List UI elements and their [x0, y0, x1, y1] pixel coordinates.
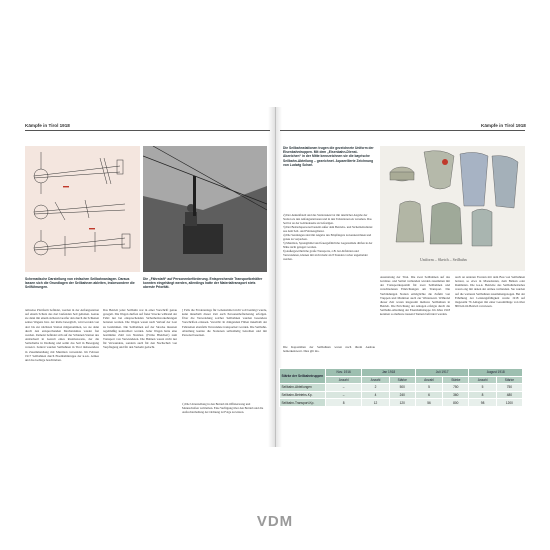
table-cell: 5: [469, 384, 496, 392]
table-period: Jan 1918: [362, 369, 416, 377]
table-period: August 1918: [469, 369, 523, 377]
header-rule-left: [25, 130, 270, 131]
header-rule-right: [280, 130, 525, 131]
table-row-label: Seilbahn-Betriebs-Kp.: [280, 391, 326, 399]
table-cell: 360: [443, 391, 469, 399]
left-body-column-2: Das Betrieb jeder Seilbahn war in einer Vorschrift genau geregelt. Die Wagen durften auf freier Strecke während der Fahrt nur bei entsprechenden Sicherheitsvorkehrungen betreten werden. Die Wagen waren nach Verlauf der Last zu bestimmen. Die Seilbahnen auf der Strecke mussten regelmäßig kontrolliert werden. Jeder Wagen hatte eine bestimmte Zahl von Nutzlast. (Firma Bleichert) zum Transport von Verwundeten. Die Bahnen waren nicht nur für Verwundete, sondern auch für den Nachschub von Verpflegung und für den Verkehr gedacht.: [103, 308, 177, 350]
right-body-column-b: auch an anderen Fronten mit dem Bau von Seilbahnen betraut, so etwa in Mazedonien, dem Balkan oder Rumänien. Die k.u.k. Betriebe des Seilbahnbetriebes waren eng mit denen der Armee verbunden. Sie wurden auf die weiteren Seilbahnen zusammengezogen. Bei der Erhöhung der Leistungsfähigkeit wurde 1918 auf insgesamt 76 Anlagen mit einer Gesamtlänge von über 800 km im Betrieb verwiesen.: [455, 275, 525, 309]
publisher-watermark: VDM: [256, 513, 294, 530]
table-subheader: Stärke: [389, 376, 415, 384]
table-cell: 240: [389, 391, 415, 399]
table-cell: 800: [443, 399, 469, 407]
table-cell: 500: [389, 384, 415, 392]
table-cell: 1200: [496, 399, 522, 407]
table-cell: 750: [496, 384, 522, 392]
table-subheader: Anzahl: [326, 376, 362, 384]
table-cell: 56: [415, 399, 442, 407]
table-cell: 8: [469, 391, 496, 399]
table-cell: 2: [362, 384, 389, 392]
table-cell: 6: [415, 391, 442, 399]
right-body-column-a: Ausstattung der Tirol. Die zwei Seilbahnen auf das Grödner- und Seiltal verbunden wurden zusammen mit der Transportkapazität für zwei Seilbahnen und verschiedenen Einrichtungen am Transport. Die Verbindungen Station ermöglichte die Zufuhr von Truppen und Munition auch zur Winterszeit. Während dieser Zeit waren insgesamt mehrere Seilbahnen in Betrieb. Die Errichtung der Anlagen erfolgte durch die Seilbahn-Abteilung der Eisenbahntruppe. Im Jahre 1918 konnten so mehrere tausend Tonnen befördert werden.: [380, 275, 450, 317]
table-cell: 4: [362, 391, 389, 399]
table-header-row: [280, 369, 523, 377]
table-subheader: Stärke: [496, 376, 522, 384]
left-body-column-1: teilweise Plattform befindet, werden in der Anfangsstation auf einem Schutz des dort laufenden Seil gehoben. Genau sie dann mit einem sicheren Greifer den durch die Schienen seines Wagens bzw. der Rolle beweglich, wird werden von dort bis zur nächsten Station mitgenommen, wo sie dann durch den entsprechenden Mechanismus wieder frei werden. Zumeist befindet sich auf der Schienen Station des Antriebseil in Gestalt eines Rostmotorens, der die Seilscheibe in Drehung und somit das Seil in Bewegung versetzt. Zentral wurden Seilbahnen in Tirol insbesondere in Zusammenhang mit Munition verwendet. Im Februar 1917 Seilbahnen durch Eisenbahntruppe der k.u.k. Armee und das Gebirge beschrieben.: [25, 308, 99, 362]
left-body-column-3: ] Falls die Förderanlage für Lebensmittel nicht voll benötigt wurde, kann innerhalb dieser Zeit auch Personenbeförderung erfolgen. Über die Verwendung solcher Seilbahnen wurden besondere Vorschriften erlassen. Vorsicht: In dringenden Fällen innerhalb der Fahrzeiten ebenfalls Verwundete transportiert werden. Die Seilbahn-Abteilung konnte die Stationen selbständig betreiben und mit Personal besetzen.: [182, 308, 267, 337]
table-row-label: Seilbahn-Abteilungen: [280, 384, 326, 392]
table-cell: 120: [389, 399, 415, 407]
table-period: Nov. 1916: [326, 369, 362, 377]
table-subheader: Anzahl: [415, 376, 442, 384]
table-row-label: Seilbahn-Transport-Kp.: [280, 399, 326, 407]
table-row: [280, 399, 523, 407]
left-running-head: Kämpfe in Tirol 1918: [25, 123, 70, 128]
table-cell: –: [326, 384, 362, 392]
table-cell: 8: [326, 399, 362, 407]
diagram-drawing: [25, 146, 140, 272]
table-cell: 5: [415, 384, 442, 392]
right-list-text: 2) Der Ankunftsteil und das Stationsnetz ist mit deutlicher Angabe der Station zu den Anfangsstationen und in den Talstationen zu versehen. Das Seil ist an der Gebäudeseite zu befestigen. 3) Der Betriebspersonal besteht außer dem Betriebs- und Sicherheitsdienst aus dem Seil- und Fahrzeugdienst. 4) Die Sendungen sind mit Angabe des Empfängers zu kennzeichnen und genau zu verpacken. 5) Munition, Sprengmittel und feuergefährliche Gegenstände dürfen in der Nähe nicht gelagert werden. 6) Außergewöhnliche große Transporte, z.B. bei Abfahrten und Verwundeten, können mit nicht mehr als 8 Stunden vorher angemeldet werden.: [283, 213, 373, 261]
left-footnote: 1) Die Unterstellung in den Betrieb im Offiziersrang und Mannschaften verbleiben. Eine Verfügung über den Betrieb und die Aufrechterhaltung der Ordnung ist Folge zu leisten.: [182, 402, 264, 414]
seilbahn-photo: [143, 146, 267, 272]
table-cell: 750: [443, 384, 469, 392]
table-cell: 480: [496, 391, 522, 399]
seilbahn-schematic-diagram: [25, 146, 140, 272]
diagram-caption: Schematische Darstellung von einfachen Seilbahnanlagen. Daraus lassen sich die Grundlagen der Seilbahnen ableiten, insbesondere die Seilführungen.: [25, 277, 135, 290]
sketch-handwritten-label: Uniform – Sketch – Seilbahn: [420, 257, 467, 262]
table-row: [280, 391, 523, 399]
sketch-drawing: [380, 146, 525, 271]
table-period: Juli 1917: [415, 369, 469, 377]
uniform-sketch: [380, 146, 525, 271]
table-corner: Stärke der Seilbahntruppen: [280, 369, 326, 384]
table-subheader: Anzahl: [469, 376, 496, 384]
table-cell: –: [326, 391, 362, 399]
table-cell: 12: [362, 399, 389, 407]
photo-image: [143, 146, 267, 272]
table-row: [280, 384, 523, 392]
table-cell: 98: [469, 399, 496, 407]
seilbahn-strength-table: [279, 368, 523, 407]
table-subheader: Anzahl: [362, 376, 389, 384]
photo-caption: Die „Fährstaft“ auf Personenbeförderung. Entsprechende Transportbehälter konnten eingehängt werden, allerdings hatte der Materialtransport stets oberste Priorität.: [143, 277, 263, 290]
sketch-caption: Die Seilbahnstationen trugen die gezeichnete Uniform der Eisenbahntruppen. Mit dem „Eisenbahn-Dienst-Abzeichen“ in der Mitte kennzeichnen sie die bayrische Seilbahn-Abteilung – gezeichnet. Aquarellierte Zeichnung von Ludwig Scharl.: [283, 146, 374, 167]
right-note: Die Kapazitäten der Seilbahnen waren nach ihrem Ausbau bemerkenswert. Dies gilt ins-: [283, 345, 375, 354]
right-running-head: Kämpfe in Tirol 1918: [481, 123, 526, 128]
table-subheader: Stärke: [443, 376, 469, 384]
